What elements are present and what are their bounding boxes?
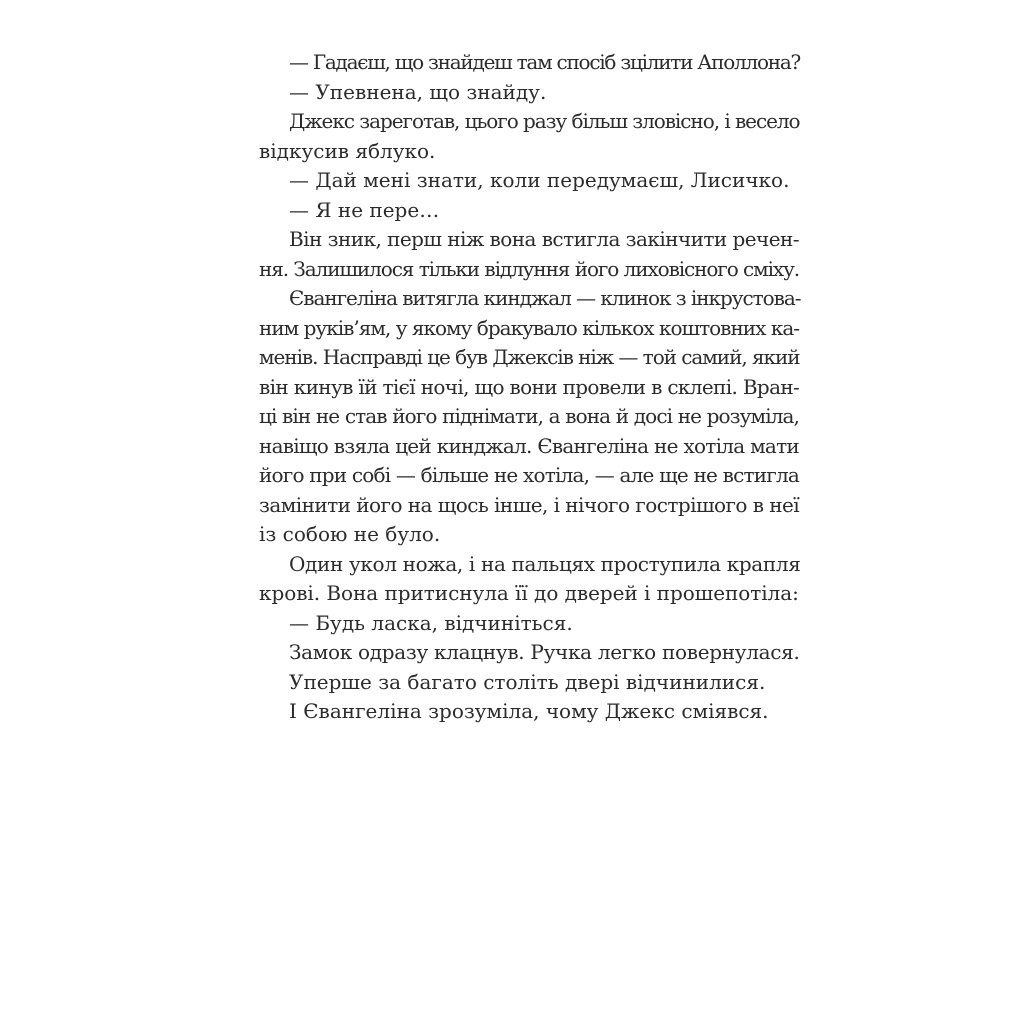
- text-line: — Я не пере…: [289, 197, 440, 222]
- text-line: із собою не було.: [259, 522, 441, 546]
- paragraph: [259, 166, 799, 196]
- paragraph: [259, 550, 799, 609]
- text-line: ним руків’ям, у якому бракувало кількох коштовних ка-: [259, 315, 799, 340]
- text-line: Він зник, перш ніж вона встигла закінчити речен-: [289, 227, 799, 251]
- text-line: його при собі — більше не хотіла, — але ще не встигла: [259, 463, 799, 487]
- paragraph: [259, 668, 799, 698]
- paragraph: [259, 609, 799, 639]
- text-line: ці він не став його піднімати, а вона й досі не розуміла,: [259, 404, 799, 428]
- text-line: — Дай мені знати, коли передумаєш, Лисичко.: [289, 168, 790, 192]
- text-line: менів. Насправді це був Джексів ніж — той самий, який: [259, 345, 800, 369]
- paragraph: [259, 697, 799, 727]
- text-line: Один укол ножа, і на пальцях проступила крапля: [289, 551, 801, 576]
- paragraph: [259, 78, 799, 108]
- paragraph: [259, 48, 799, 78]
- text-line: — Будь ласка, відчиніться.: [289, 610, 573, 635]
- text-line: Євангеліна витягла кинджал — клинок з інкрустова-: [289, 286, 801, 310]
- paragraph: [259, 107, 799, 166]
- text-line: крові. Вона притиснула її до дверей і прошепотіла:: [259, 581, 799, 605]
- paragraph: [259, 196, 799, 226]
- text-line: І Євангеліна зрозуміла, чому Джекс сміявся.: [289, 699, 769, 723]
- text-line: — Гадаєш, що знайдеш там спосіб зцілити Аполлона?: [289, 50, 800, 74]
- text-line: відкусив яблуко.: [259, 138, 436, 163]
- paragraph: [259, 284, 799, 550]
- text-line: замінити його на щось інше, і нічого гострішого в неї: [259, 492, 800, 517]
- text-line: — Упевнена, що знайду.: [289, 79, 547, 104]
- text-line: ня. Залишилося тільки відлуння його лиховісного сміху.: [259, 256, 799, 281]
- text-line: навіщо взяла цей кинджал. Євангеліна не хотіла мати: [259, 433, 799, 458]
- text-line: Замок одразу клацнув. Ручка легко повернулася.: [289, 640, 800, 664]
- text-line: Уперше за багато століть двері відчинилися.: [289, 669, 766, 694]
- page-text: [259, 48, 799, 727]
- paragraph: [259, 225, 799, 284]
- paragraph: [259, 638, 799, 668]
- text-line: він кинув їй тієї ночі, що вони провели в склепі. Вран-: [259, 374, 800, 399]
- text-line: Джекс зареготав, цього разу більш зловісно, і весело: [289, 109, 800, 133]
